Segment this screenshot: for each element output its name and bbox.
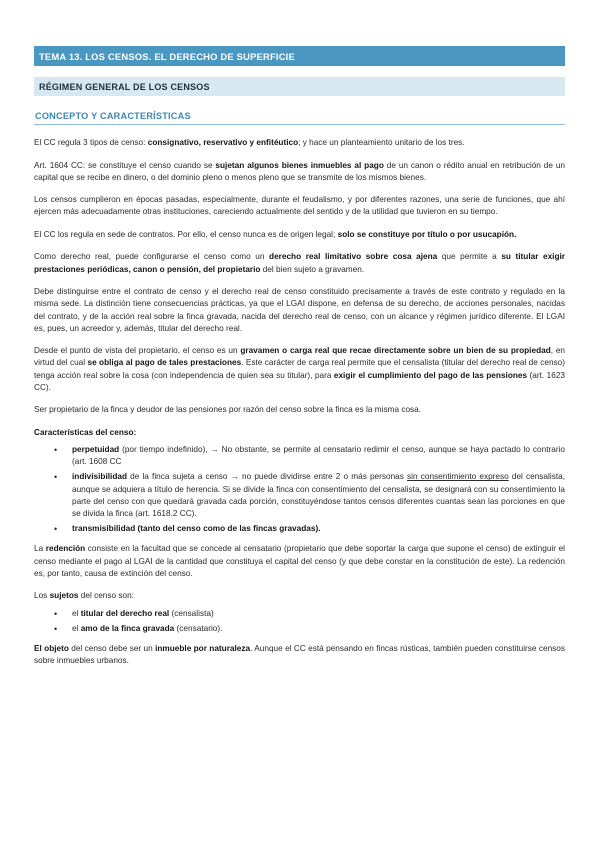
text: (censalista) xyxy=(169,608,214,618)
text: Art. 1604 CC: se constituye el censo cuando se xyxy=(34,160,216,170)
text: , en virtud del cual xyxy=(34,346,565,368)
text: del censo son: xyxy=(78,591,134,601)
text: Los xyxy=(34,591,50,601)
text: (censatario). xyxy=(174,623,223,633)
bold-text: titular del derecho real xyxy=(80,608,170,618)
regimen-title: RÉGIMEN GENERAL DE LOS CENSOS xyxy=(39,82,210,92)
text: Como derecho real, puede configurarse el censo como un xyxy=(34,252,270,262)
paragraph-tipos xyxy=(34,137,565,149)
bold-text: transmisibilidad (tanto del censo como de las fincas gravadas). xyxy=(72,524,321,534)
text: del bien sujeto a gravamen. xyxy=(260,264,365,274)
text: El CC regula 3 tipos de censo: xyxy=(34,138,148,147)
sujetos-list xyxy=(34,608,565,635)
paragraph-derecho-real xyxy=(34,251,565,275)
list-item xyxy=(34,523,565,535)
paragraph-historia xyxy=(34,194,565,218)
paragraph-redencion xyxy=(34,543,565,580)
text: (por tiempo indefinido), → No obstante, se permite al censatario redimir el censo, aunque se haya pactado lo contrario (art. 1608 CC xyxy=(72,445,565,467)
bold-text: su titular exigir prestaciones periódicas, canon o pensión, del propietario xyxy=(34,252,566,274)
text: del censo debe ser un xyxy=(68,643,156,653)
text: el xyxy=(72,608,81,618)
list-item xyxy=(34,608,565,620)
text: El CC los regula en sede de contratos. Por ello, el censo nunca es de origen legal; xyxy=(34,229,338,239)
text: Ser propietario de la finca y deudor de las pensiones por razón del censo sobre la finca es la misma cosa. xyxy=(34,405,422,415)
paragraph-contratos xyxy=(34,229,565,241)
bold-text: derecho real limitativo sobre cosa ajena xyxy=(269,252,438,262)
list-item xyxy=(34,444,565,468)
tema-banner xyxy=(34,46,565,66)
list-item xyxy=(34,471,565,520)
paragraph-distincion xyxy=(34,286,565,335)
text: . Este carácter de carga real permite que el censalista (titular del derecho real de censo) tenga acción real sobre la cosa (con independencia de quien sea su titular), para xyxy=(34,358,566,380)
text: de la finca sujeta a censo → no puede dividirse entre 2 o más personas xyxy=(127,472,408,482)
text: el xyxy=(72,623,81,633)
bold-text: inmueble por naturaleza xyxy=(155,643,251,653)
bold-text: sujetan algunos bienes inmuebles al pago xyxy=(215,160,384,170)
caracteristicas-heading xyxy=(34,427,565,439)
text: (art. 1623 CC). xyxy=(34,370,565,392)
paragraph-objeto xyxy=(34,643,565,667)
text: del censalista, aunque se adquiera a título de herencia. Si se divide la finca con consentimiento del censalista, se designará con su consentimiento la parte del censo con que quedará gravada cada porción, constituyéndose tantos censos diferentes cuantas sean las porciones en que se divida la finca (art. 1618.2 CC). xyxy=(72,472,565,519)
bold-text: se obliga al pago de tales prestaciones xyxy=(87,358,242,368)
text: Los censos cumplieron en épocas pasadas, especialmente, durante el feudalismo, y por diferentes razones, una serie de funciones, que ahí ejercen más adecuadamente otras instituciones, careciendo actualmente del sentido y de la utilidad que tuvieron en su tiempo. xyxy=(34,195,565,217)
list-item xyxy=(34,623,565,635)
text: Desde el punto de vista del propietario, el censo es un xyxy=(34,346,241,356)
bold-text: perpetuidad xyxy=(72,445,120,455)
bold-text: consignativo, reservativo y enfitéutico xyxy=(147,138,299,147)
paragraph-sujetos xyxy=(34,590,565,602)
bold-text: redención xyxy=(45,544,86,554)
text: La xyxy=(34,544,46,554)
bold-text: El objeto xyxy=(34,643,69,653)
bold-text: sujetos xyxy=(49,591,79,601)
text: que permite a xyxy=(437,252,502,262)
paragraph-propietario xyxy=(34,345,565,394)
text: consiste en la facultad que se concede al censatario (propietario que debe soportar la carga que supone el censo) de extinguir el censo mediante el pago al LGAI de la cantidad que constituya el capital del censo (y que debe constar en la constitución de este). La redención es, por tanto, causa de extinción del censo. xyxy=(34,544,565,578)
bold-text: solo se constituye por título o por usucapión. xyxy=(337,229,517,239)
tema-title: TEMA 13. LOS CENSOS. EL DERECHO DE SUPERFICIE xyxy=(39,51,295,62)
text: de un canon o rédito anual en retribución de un capital que se recibe en dinero, o del dominio pleno o menos pleno que se transmite de los mismos bienes. xyxy=(34,160,565,182)
paragraph-art1604 xyxy=(34,160,565,184)
text: . Aunque el CC está pensando en fincas rústicas, también pueden constituirse censos sobre inmuebles urbanos. xyxy=(34,643,565,666)
bold-text: Características del censo: xyxy=(34,427,137,437)
bold-text: gravamen o carga real que recae directamente sobre un bien de su propiedad xyxy=(240,346,551,356)
section-title: CONCEPTO Y CARACTERÍSTICAS xyxy=(35,111,191,121)
section-heading xyxy=(34,111,565,125)
bold-text: exigir el cumplimiento del pago de las pensiones xyxy=(333,370,528,380)
regimen-banner xyxy=(34,77,565,96)
text: Debe distinguirse entre el contrato de censo y el derecho real de censo constituido precisamente a través de este contrato y regulado en la misma sede. La distinción tiene consecuencias prácticas, ya que el LGAI dispone, en defensa de su derecho, de acciones personales, nacidas del contrato, y de la acción real sobre la finca gravada, nacida del derecho real de censo, con un alcance y régimen jurídico diferente. El LGAI es, pues, un acreedor y, además, titular del derecho real. xyxy=(34,287,565,333)
bold-text: indivisibilidad xyxy=(72,472,128,482)
paragraph-deudor xyxy=(34,404,565,416)
text: ; y hace un planteamiento unitario de los tres. xyxy=(298,138,465,147)
bold-text: amo de la finca gravada xyxy=(80,623,175,633)
document-body xyxy=(34,137,565,678)
underlined-text: sin consentimiento expreso xyxy=(407,472,509,482)
caracteristicas-list xyxy=(34,444,565,535)
